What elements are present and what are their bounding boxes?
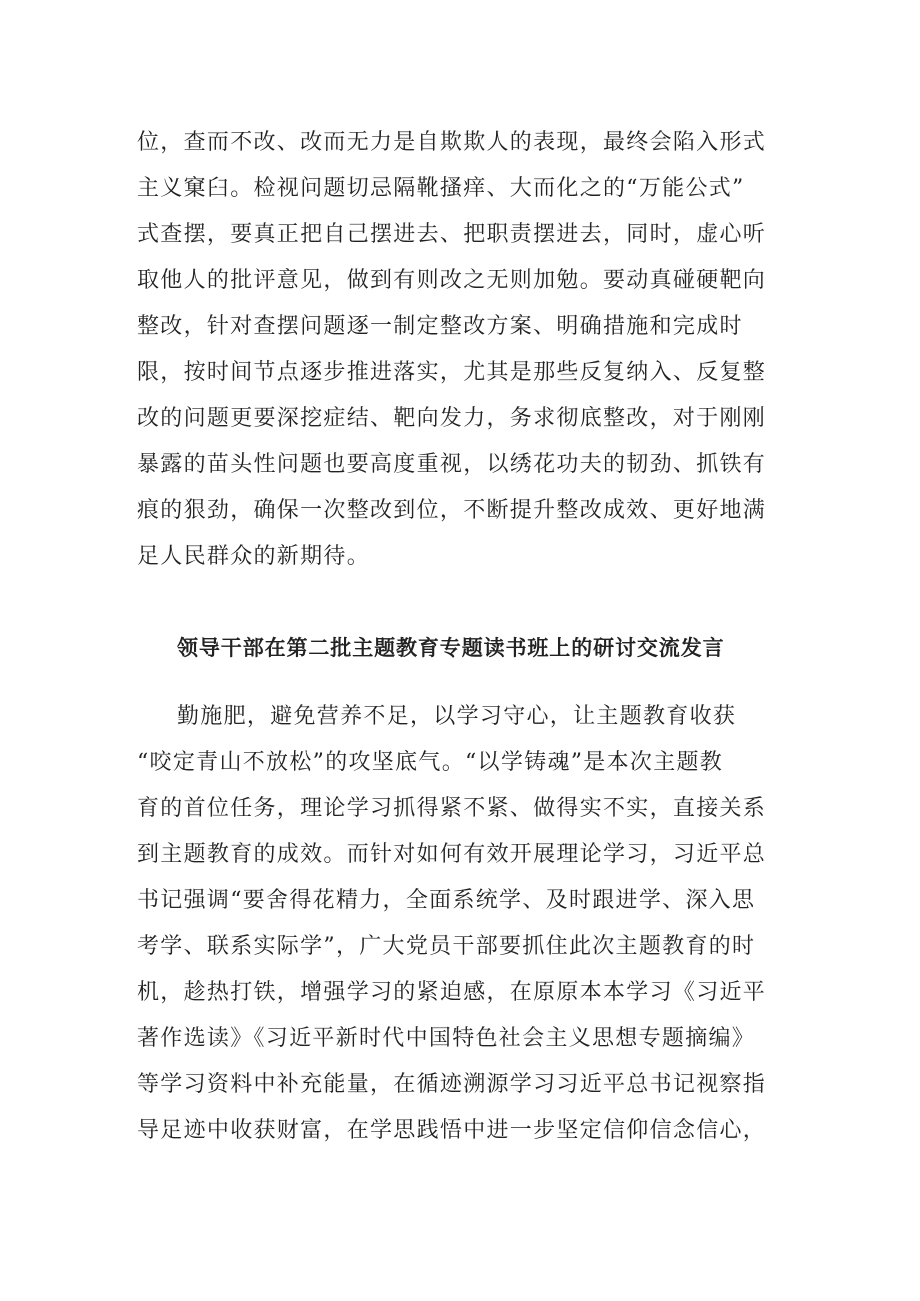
text-line: “咬定青山不放松”的攻坚底气。“以学铸魂”是本次主题教 [137,750,724,775]
text-line: 到主题教育的成效。而针对如何有效开展理论学习，习近平总 [137,842,767,867]
section-heading: 领导干部在第二批主题教育专题读书班上的研讨交流发言 [177,636,725,660]
text-line: 书记强调“要舍得花精力，全面系统学、及时跟进学、深入思 [137,888,756,913]
text-line: 勤施肥，避免营养不足，以学习守心，让主题教育收获 [177,704,737,729]
text-line: 痕的狠劲，确保一次整改到位，不断提升整改成效、更好地满 [137,498,767,523]
text-line: 育的首位任务，理论学习抓得紧不紧、做得实不实，直接关系 [137,796,767,821]
text-line: 式查摆，要真正把自己摆进去、把职责摆进去，同时，虚心听 [137,222,767,247]
text-line: 导足迹中收获财富，在学思践悟中进一步坚定信仰信念信心， [137,1118,767,1143]
text-line: 整改，针对查摆问题逐一制定整改方案、明确措施和完成时 [137,314,743,339]
text-line: 限，按时间节点逐步推进落实，尤其是那些反复纳入、反复整 [137,360,767,385]
text-line: 改的问题更要深挖症结、靶向发力，务求彻底整改，对于刚刚 [137,406,767,431]
text-line: 考学、联系实际学”，广大党员干部要抓住此次主题教育的时 [137,934,756,959]
text-line: 暴露的苗头性问题也要高度重视，以绣花功夫的韧劲、抓铁有 [137,452,767,477]
text-line: 足人民群众的新期待。 [137,544,371,569]
text-line: 机，趁热打铁，增强学习的紧迫感，在原原本本学习《习近平 [137,980,767,1005]
text-line: 著作选读》《习近平新时代中国特色社会主义思想专题摘编》 [137,1026,756,1051]
text-line: 等学习资料中补充能量，在循迹溯源学习习近平总书记视察指 [137,1072,767,1097]
text-line: 主义窠臼。检视问题切忌隔靴搔痒、大而化之的“万能公式” [137,176,745,201]
text-line: 位，查而不改、改而无力是自欺欺人的表现，最终会陷入形式 [137,130,767,155]
text-line: 取他人的批评意见，做到有则改之无则加勉。要动真碰硬靶向 [137,268,767,293]
